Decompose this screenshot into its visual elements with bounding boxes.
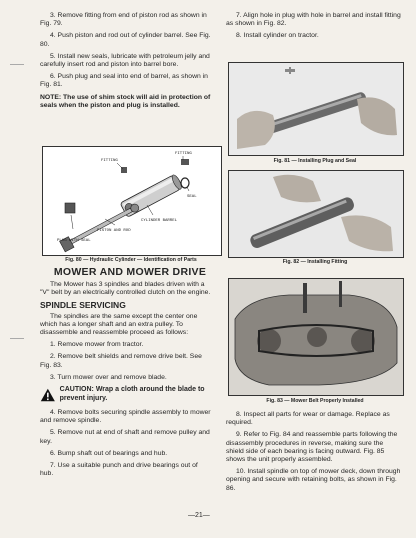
installing-plug-photo — [229, 63, 403, 155]
section-heading: MOWER AND MOWER DRIVE — [53, 266, 207, 278]
step-7-text: 7. Align hole in plug with hole in barrel and install fitting as shown in Fig. 82. — [226, 12, 401, 28]
servicing-intro-text: The spindles are the same except the center one which has a longer shaft and an extra pulley. To disassemble and reassemble proceed as follows: — [40, 312, 198, 337]
hydraulic-cylinder-parts-illustration — [43, 147, 221, 255]
spindle-step-4: 4. Remove bolts securing spindle assembly to mower and remove spindle. — [40, 409, 211, 425]
mower-belt-photo — [229, 279, 403, 395]
figure-83-photo — [228, 278, 404, 396]
step-5-text: 5. Install new seals, lubricate with petroleum jelly and carefully insert rod and piston into barrel bore. — [40, 52, 210, 69]
step-4-text: 4. Push piston and rod out of cylinder barrel. See Fig. 80. — [40, 32, 211, 48]
label-cylinder-barrel: CYLINDER BARREL — [141, 219, 178, 223]
label-fitting-a: FITTING — [101, 159, 118, 163]
step-8-text: 8. Install cylinder on tractor. — [236, 32, 319, 40]
figure-82-photo — [228, 170, 404, 258]
warning-triangle-icon — [40, 386, 56, 404]
spindle-step-9: 9. Refer to Fig. 84 and reassemble parts following the disassembly procedures in reverse, making sure the shield side of each bearing is facing outward. Fig. 85 shows the unit properly assembled. — [226, 431, 398, 464]
left-column-top — [40, 12, 212, 114]
page-number: —21— — [188, 512, 210, 519]
spindle-servicing-heading: SPINDLE SERVICING — [40, 300, 126, 311]
spindle-step-1: 1. Remove mower from tractor. — [50, 341, 144, 349]
installing-fitting-photo — [229, 171, 403, 257]
note-text: NOTE: The use of shim stock will aid in protection of seals when the piston and plug is installed. — [40, 93, 211, 109]
caution-box — [40, 386, 212, 404]
figure-81-caption: Fig. 81 — Installing Plug and Seal — [273, 158, 357, 164]
label-fitting-b: FITTING — [175, 152, 192, 156]
figure-81-photo — [228, 62, 404, 156]
spindle-step-2: 2. Remove belt shields and remove drive belt. See Fig. 83. — [40, 353, 202, 369]
figure-82-caption: Fig. 82 — Installing Fitting — [282, 259, 348, 265]
caution-text: CAUTION: Wrap a cloth around the blade to prevent injury. — [59, 386, 205, 402]
right-column-top — [226, 12, 402, 45]
label-plug-with-seal: PLUG WITH SEAL — [57, 239, 91, 243]
figure-80-caption: Fig. 80 — Hydraulic Cylinder — Identification of Parts — [65, 257, 197, 263]
left-column-bottom — [40, 281, 212, 482]
mower-intro-text: The Mower has 3 spindles and blades driven with a "V" belt by an electrically controlled clutch on the engine. — [40, 281, 211, 297]
margin-mark — [10, 338, 24, 339]
step-6-text: 6. Push plug and seal into end of barrel, as shown in Fig. 81. — [40, 73, 208, 89]
label-seal: SEAL — [187, 195, 197, 199]
spindle-step-8: 8. Inspect all parts for wear or damage. Replace as required. — [226, 411, 390, 427]
figure-80-hydraulic-cylinder — [42, 146, 222, 256]
spindle-step-3: 3. Turn mower over and remove blade. — [50, 373, 167, 381]
spindle-step-5: 5. Remove nut at end of shaft and remove pulley and key. — [40, 429, 210, 445]
spindle-step-10: 10. Install spindle on top of mower deck, down through opening and secure with retaining bolts, as shown in Fig. 86. — [226, 468, 401, 492]
spindle-step-7: 7. Use a suitable punch and drive bearings out of hub. — [40, 462, 198, 478]
spindle-step-6: 6. Bump shaft out of bearings and hub. — [50, 449, 168, 457]
margin-mark — [10, 64, 24, 65]
right-column-bottom — [226, 411, 402, 497]
step-3-text: 3. Remove fitting from end of piston rod as shown in Fig. 79. — [40, 12, 207, 28]
figure-83-caption: Fig. 83 — Mower Belt Properly Installed — [266, 398, 364, 404]
label-piston-and-rod: PISTON AND ROD — [97, 229, 131, 233]
